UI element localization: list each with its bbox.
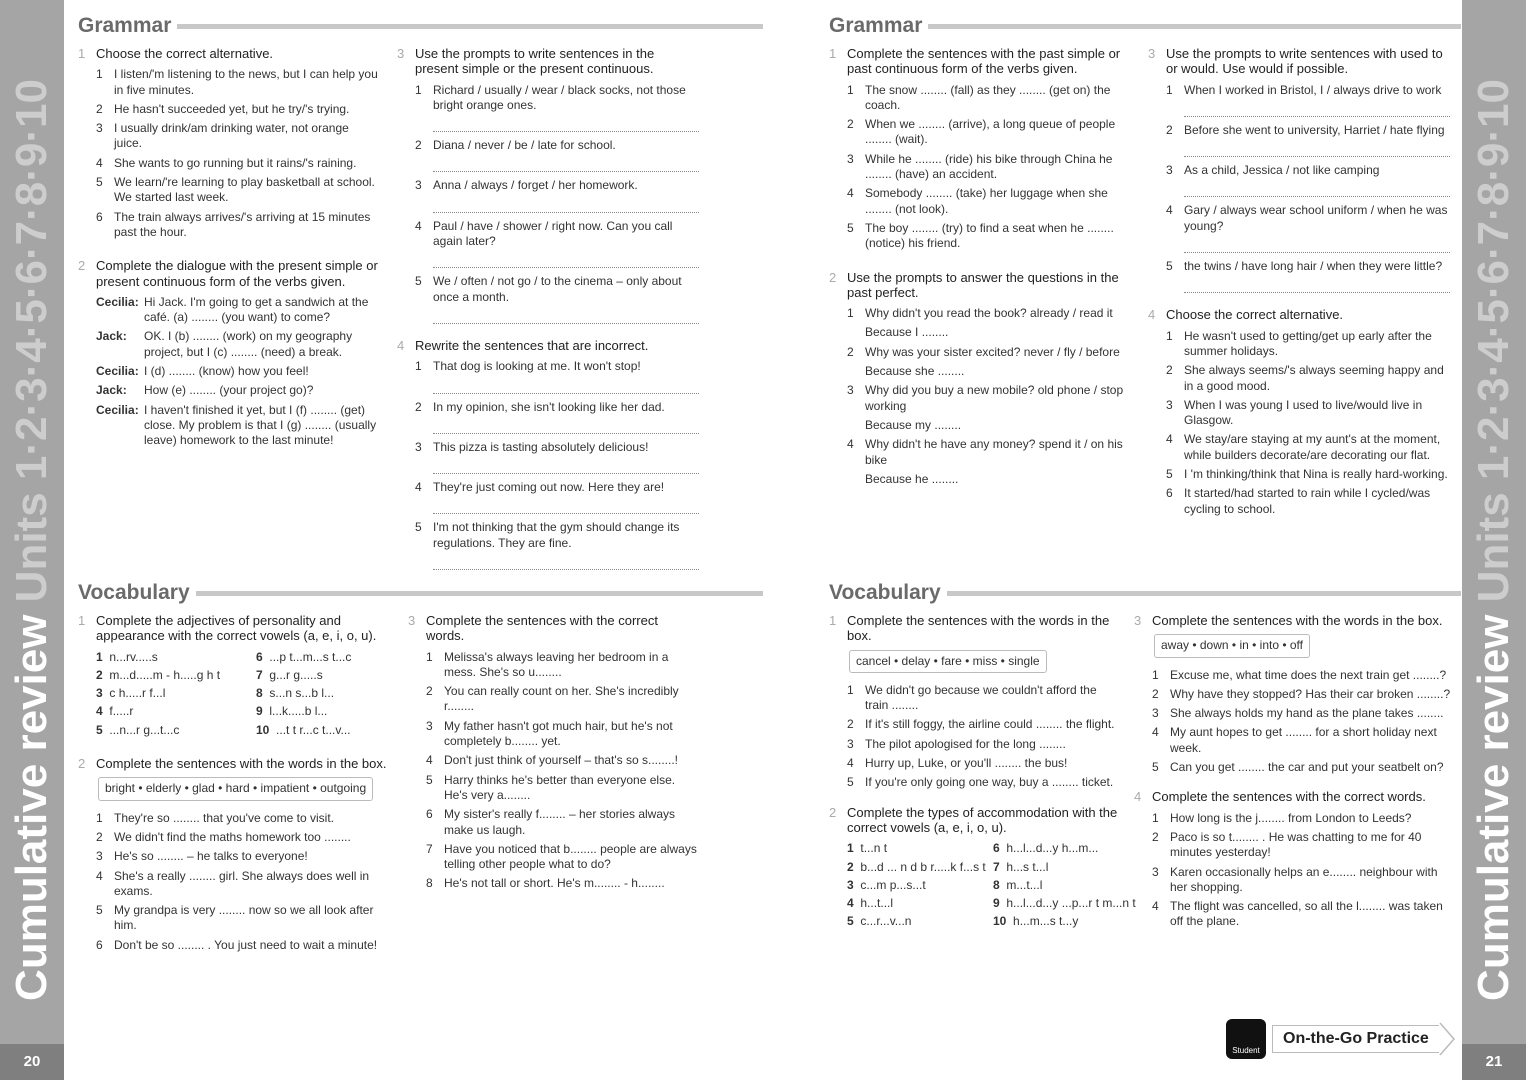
right-v4: 4 Complete the sentences with the correct words. 1 How long is the j........ from London to Leeds? 2 Paco is so t........ . He was chatting to me for 40 minutes yesterday! 3 Karen occasionally helps an e........ neighbour with her shopping. 4 The flight was cancelled, so all the l........ was taken off the plane. bbox=[1134, 789, 1443, 929]
right-band-title: Cumulative review Units 1·2·3·4·5·6·7·8·9·10 bbox=[1469, 79, 1518, 1001]
right-v1-wordbox: cancel • delay • fare • miss • single bbox=[849, 650, 1047, 673]
left-grammar-heading: Grammar bbox=[78, 14, 763, 38]
left-vocab-col-b bbox=[408, 613, 698, 906]
left-v2-wordbox: bright • elderly • glad • hard • impatient • outgoing bbox=[98, 777, 373, 800]
right-vocab-col-b bbox=[1134, 613, 1452, 944]
left-g3: 3 Use the prompts to write sentences in the present simple or the present continuous. 1 Richard / usually / wear / black socks, not those bright orange ones. 2 Diana / never / be / late for school. 3 Anna / always / forget / her homework. 4 Paul / have / shower / right now. Can you call again later? 5 We / often / not go / to the cinema – only about once a month. bbox=[397, 46, 699, 324]
student-app-icon: Student bbox=[1226, 1019, 1266, 1059]
right-side-band bbox=[1462, 0, 1526, 1080]
chevron-right-icon bbox=[1439, 1022, 1455, 1056]
right-g1: 1 Complete the sentences with the past simple or past continuous form of the verbs given. 1 The snow ........ (fall) as they ........ (get on) the coach. 2 When we ........ (arrive), a long queue of people ........ (wait). 3 While he ........ (ride) his bike through China he ........ (have) an accident. 4 Somebody ........ (take) her luggage when she ........ (not look). 5 The boy ........ (try) to find a seat when he ........ (notice) his friend. bbox=[829, 46, 1121, 251]
left-grammar-col-b bbox=[397, 46, 699, 584]
right-grammar-col-a bbox=[829, 46, 1125, 501]
right-v1: 1 Complete the sentences with the words in the box. cancel • delay • fare • miss • single 1 We didn't go because we couldn't afford the train ........ 2 If it's still foggy, the airline could ........ the flight. 3 The pilot apologised for the long ........ 4 Hurry up, Luke, or you'll ........ the bus! 5 If you're only going one way, buy a ........ ticket. bbox=[829, 613, 1115, 790]
left-page-number: 20 bbox=[0, 1044, 64, 1080]
right-g2: 2 Use the prompts to answer the questions in the past perfect. 1 Why didn't you read the book? already / read it Because I ........ 2 Why was your sister excited? never / fly / before Because she ........ 3 Why did you buy a new mobile? old phone / stop working Because my ........ 4 Why didn't he have any money? spend it / on his bike Because he ........ bbox=[829, 269, 1124, 486]
left-g2: 2 Complete the dialogue with the present simple or present continuous form of the verbs given. Cecilia: Hi Jack. I'm going to get a sandwich at the café. (a) ........ (you want) to come? Jack: OK. I (b) ........ (work) on my geography project, but I (c) ........ (need) a break. Cecilia: I (d) ........ (know) how you feel! Jack: How (e) ........ (your project go)? Cecilia: I haven't finished it yet, but I (f) ........ (get) close. My problem is that I (g) ........ (usually leave) homework to the last minute! bbox=[78, 258, 378, 448]
right-vocab-heading: Vocabulary bbox=[829, 581, 1461, 605]
on-the-go-practice-link[interactable] bbox=[1226, 1019, 1455, 1059]
right-grammar-col-b bbox=[1148, 46, 1450, 531]
left-v1: 1 Complete the adjectives of personality and appearance with the correct vowels (a, e, i, o, u). 1 n...rv.....s 6 ...p t...m...s t...c 2 m...d.....m - h.....g h t 7 g...r g.....s 3 c h.....r f...l 8 s...n s...b l... 4 f.....r 9 l...k.....b l... 5 ...n...r g...t...c 10 ...t t r...c t...v... bbox=[78, 613, 377, 737]
left-v2: 2 Complete the sentences with the words in the box. bright • elderly • glad • hard • impatient • outgoing 1 They're so ........ that you've come to visit. 2 We didn't find the maths homework too ........ 3 He's so ........ – he talks to everyone! 4 She's a really ........ girl. She always does well in exams. 5 My grandpa is very ........ now so we all look after him. 6 Don't be so ........ . You just need to wait a minute! bbox=[78, 756, 387, 952]
left-vocab-heading: Vocabulary bbox=[78, 581, 763, 605]
left-v3: 3 Complete the sentences with the correct words. 1 Melissa's always leaving her bedroom in a mess. She's so u........ 2 You can really count on her. She's incredibly r........ 3 My father hasn't got much hair, but he's not completely b........ yet. 4 Don't just think of yourself – that's so s........! 5 Harry thinks he's better than everyone else. He's very a........ 6 My sister's really f........ – her stories always make us laugh. 7 Have you noticed that b........ people are always telling other people what to do? 8 He's not tall or short. He's m........ - h........ bbox=[408, 613, 697, 891]
left-vocab-col-a bbox=[78, 613, 390, 967]
right-v3-wordbox: away • down • in • into • off bbox=[1154, 634, 1310, 657]
left-g4: 4 Rewrite the sentences that are incorrect. 1 That dog is looking at me. It won't stop! 2 In my opinion, she isn't looking like her dad. 3 This pizza is tasting absolutely delicious! 4 They're just coming out now. Here they are! 5 I'm not thinking that the gym should change its regulations. They are fine. bbox=[397, 338, 699, 570]
on-the-go-label: On-the-Go Practice bbox=[1272, 1025, 1439, 1053]
right-v3: 3 Complete the sentences with the words in the box. away • down • in • into • off 1 Excuse me, what time does the next train get ........? 2 Why have they stopped? Has their car broken ........? 3 She always holds my hand as the plane takes ........ 4 My aunt hopes to get ........ for a short holiday next week. 5 Can you get ........ the car and put your seatbelt on? bbox=[1134, 613, 1451, 775]
right-v2: 2 Complete the types of accommodation with the correct vowels (a, e, i, o, u). 1 t...n t 6 h...l...d...y h...m... 2 b...d ... n d b r.....k f...s t 7 h...s t...l 3 c...m p...s...t 8 m...t...l 4 h...t...l 9 h...l...d...y ...p...r t m...n t 5 c...r...v...n 10 h...m...s t...y bbox=[829, 804, 1136, 929]
right-page-number: 21 bbox=[1462, 1044, 1526, 1080]
left-g1: 1 Choose the correct alternative. 1 I listen/'m listening to the news, but I can help you in five minutes. 2 He hasn't succeeded yet, but he try/'s trying. 3 I usually drink/am drinking water, not orange juice. 4 She wants to go running but it rains/'s raining. 5 We learn/'re learning to play basketball at school. We started last week. 6 The train always arrives/'s arriving at 15 minutes past the hour. bbox=[78, 46, 378, 239]
right-grammar-heading: Grammar bbox=[829, 14, 1461, 38]
right-vocab-col-a bbox=[829, 613, 1136, 944]
right-g3: 3 Use the prompts to write sentences with used to or would. Use would if possible. 1 When I worked in Bristol, I / always drive to work 2 Before she went to university, Harriet / hate flying 3 As a child, Jessica / not like camping 4 Gary / always wear school uniform / when he was young? 5 the twins / have long hair / when they were little? bbox=[1148, 46, 1450, 293]
left-band-title: Cumulative review Units 1·2·3·4·5·6·7·8·9·10 bbox=[7, 79, 56, 1001]
right-g4: 4 Choose the correct alternative. 1 He wasn't used to getting/get up early after the summer holidays. 2 She always seems/'s always seeming happy and in a good mood. 3 When I was young I used to live/would live in Glasgow. 4 We stay/are staying at my aunt's at the moment, while builders decorate/are decorating our flat. 5 I 'm thinking/think that Nina is really hard-working. 6 It started/had started to rain while I cycled/was cycling to school. bbox=[1148, 307, 1448, 516]
left-grammar-col-a bbox=[78, 46, 378, 463]
left-side-band bbox=[0, 0, 64, 1080]
